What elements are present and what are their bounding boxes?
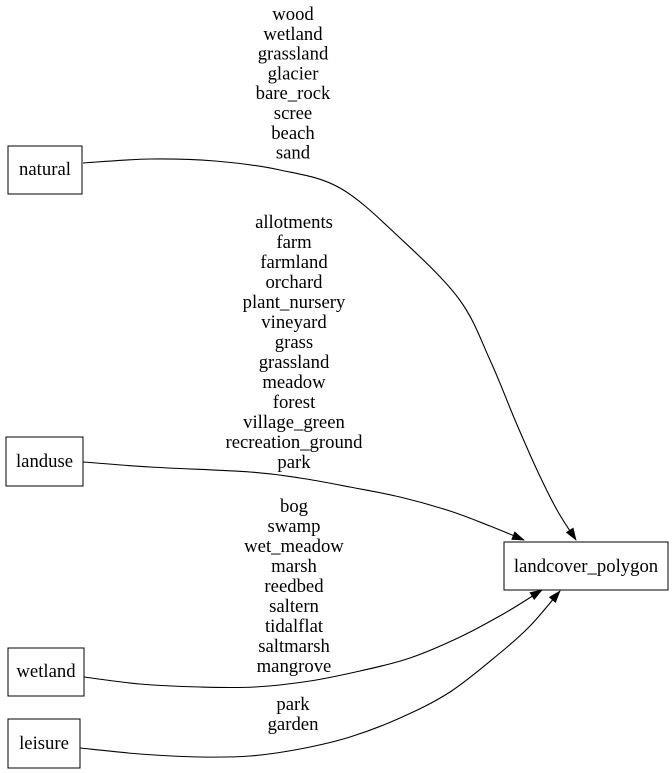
node-landuse-label: landuse [15, 451, 74, 472]
node-landuse [6, 437, 83, 486]
edge-labels-wetland: bog swamp wet_meadow marsh reedbed saltern tidalflat saltmarsh mangrove [244, 496, 344, 677]
node-natural-label: natural [19, 159, 71, 180]
edge-labels-natural: wood wetland grassland glacier bare_rock scree beach sand [255, 4, 331, 164]
edge-labels-leisure: park garden [267, 694, 319, 735]
node-landcover-polygon-label: landcover_polygon [513, 556, 659, 577]
node-leisure [8, 719, 80, 768]
node-wetland [8, 648, 84, 696]
edge-labels-landuse: allotments farm farmland orchard plant_nursery vineyard grass grassland meadow forest village_green recreation_ground park [225, 212, 363, 473]
node-leisure-label: leisure [19, 733, 69, 754]
node-natural [8, 146, 82, 194]
node-landcover-polygon [504, 542, 668, 590]
node-wetland-label: wetland [16, 661, 76, 682]
